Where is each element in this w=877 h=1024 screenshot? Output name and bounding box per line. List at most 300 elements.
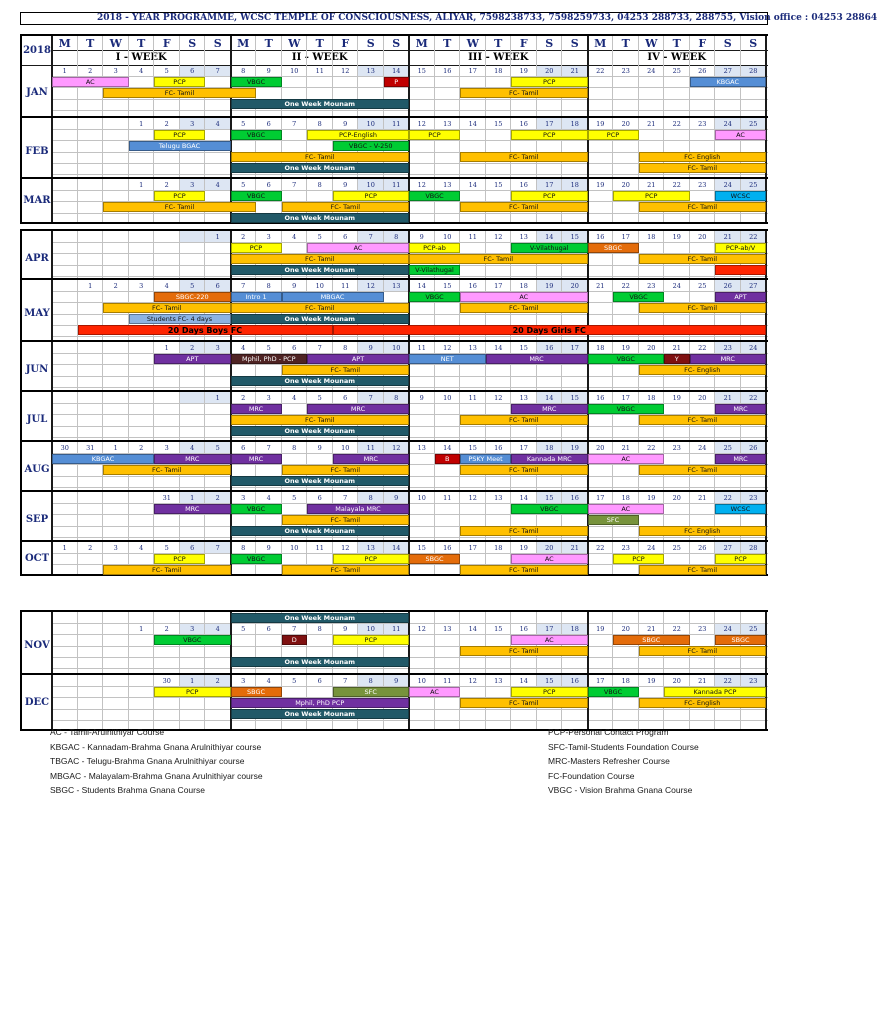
date-number: 15 xyxy=(417,66,426,75)
weekday-header: T xyxy=(315,36,324,50)
date-number: 4 xyxy=(215,119,220,128)
date-number: 13 xyxy=(443,624,452,633)
date-number: 5 xyxy=(241,624,246,633)
date-number: 19 xyxy=(596,624,605,633)
date-number: 17 xyxy=(621,232,630,241)
date-number: 6 xyxy=(292,343,297,352)
event-bar: PCP xyxy=(333,554,410,564)
month-block-nov xyxy=(20,610,768,679)
date-number: 22 xyxy=(723,493,732,502)
date-number: 18 xyxy=(570,119,579,128)
event-bar: V-Vilathugal xyxy=(511,243,588,253)
event-bar xyxy=(715,265,766,275)
date-number: 16 xyxy=(519,624,528,633)
event-bar: SBGC xyxy=(409,554,460,564)
month-label: DEC xyxy=(24,697,50,708)
date-number: 21 xyxy=(647,119,656,128)
date-number: 16 xyxy=(443,543,452,552)
event-bar: AC xyxy=(588,504,665,514)
grid-row-line xyxy=(52,387,768,388)
date-number: 7 xyxy=(343,493,348,502)
event-bar: FC- Tamil xyxy=(282,565,410,575)
date-number: 9 xyxy=(343,624,348,633)
event-bar: One Week Mounam xyxy=(231,657,410,667)
grid-col-line xyxy=(102,231,103,285)
date-number: 15 xyxy=(417,543,426,552)
date-number: 15 xyxy=(443,281,452,290)
date-number: 6 xyxy=(266,624,271,633)
grid-row-line xyxy=(52,720,768,721)
grid-col-line xyxy=(102,179,103,222)
event-bar: One Week Mounam xyxy=(231,709,410,719)
date-number: 8 xyxy=(241,543,246,552)
date-number: 15 xyxy=(570,393,579,402)
event-bar: MRC xyxy=(715,404,766,414)
event-bar: VBGC - V-250 xyxy=(333,141,410,151)
event-bar: PCP xyxy=(154,687,231,697)
date-number: 19 xyxy=(596,180,605,189)
date-number: 10 xyxy=(341,443,350,452)
date-number: 2 xyxy=(88,543,93,552)
month-label: MAR xyxy=(23,195,51,206)
date-number: 3 xyxy=(190,180,195,189)
event-bar: MRC xyxy=(690,354,767,364)
event-bar: AC xyxy=(511,554,588,564)
grid-col-line xyxy=(179,392,180,446)
date-number: 19 xyxy=(647,676,656,685)
date-number: 12 xyxy=(341,66,350,75)
grid-col-line xyxy=(434,36,435,119)
date-number: 22 xyxy=(749,232,758,241)
date-number: 24 xyxy=(647,66,656,75)
date-number: 17 xyxy=(468,66,477,75)
date-number: 5 xyxy=(241,119,246,128)
event-bar: PCP xyxy=(154,554,205,564)
weekday-header: S xyxy=(545,36,554,50)
event-bar: VBGC xyxy=(588,687,639,697)
event-bar: FC- Tamil xyxy=(460,303,588,313)
date-number: 24 xyxy=(672,281,681,290)
date-number: 19 xyxy=(596,119,605,128)
date-number: 4 xyxy=(139,66,144,75)
date-number: 25 xyxy=(749,624,758,633)
weekday-header: M xyxy=(237,36,250,50)
grid-col-line xyxy=(485,36,486,119)
event-bar: Students FC- 4 days xyxy=(129,314,231,324)
date-number: 2 xyxy=(215,493,220,502)
date-number: 16 xyxy=(596,393,605,402)
date-number: 5 xyxy=(292,676,297,685)
date-number: 8 xyxy=(368,676,373,685)
event-bar: PCP xyxy=(613,554,664,564)
date-number: 4 xyxy=(241,343,246,352)
event-bar: AC xyxy=(52,77,129,87)
event-bar: FC- Tamil xyxy=(460,526,588,536)
date-number: 14 xyxy=(494,343,503,352)
date-number: 5 xyxy=(266,343,271,352)
event-bar: FC- Tamil xyxy=(639,565,767,575)
event-bar: APT xyxy=(154,354,231,364)
date-number: 20 xyxy=(647,343,656,352)
date-number: 23 xyxy=(723,343,732,352)
event-bar: PCP xyxy=(154,77,205,87)
weekday-header: T xyxy=(494,36,503,50)
event-bar: FC- Tamil xyxy=(282,202,410,212)
date-number: 6 xyxy=(343,232,348,241)
date-number: 3 xyxy=(241,676,246,685)
date-number: 18 xyxy=(494,66,503,75)
grid-col-line xyxy=(102,392,103,446)
event-bar: 20 Days Boys FC xyxy=(78,325,333,335)
date-number: 6 xyxy=(190,66,195,75)
date-number: 24 xyxy=(749,343,758,352)
date-number: 11 xyxy=(392,624,401,633)
event-bar: Kannada PCP xyxy=(664,687,766,697)
event-bar: Mphil, PhD - PCP xyxy=(231,354,308,364)
date-number: 23 xyxy=(749,493,758,502)
event-bar: PSKY Meet xyxy=(460,454,511,464)
event-bar: MRC xyxy=(231,454,282,464)
event-bar: FC- Tamil xyxy=(282,515,410,525)
event-bar: 20 Days Girls FC xyxy=(333,325,767,335)
date-number: 8 xyxy=(394,232,399,241)
month-label: MAY xyxy=(24,308,50,319)
grid-col-line xyxy=(663,36,664,119)
grid-row-line xyxy=(52,668,768,669)
date-number: 15 xyxy=(494,624,503,633)
date-number: 7 xyxy=(215,66,220,75)
weekday-header: S xyxy=(392,36,401,50)
event-bar: Intro 1 xyxy=(231,292,282,302)
date-number: 13 xyxy=(519,232,528,241)
date-number: 28 xyxy=(749,66,758,75)
date-number: 17 xyxy=(468,543,477,552)
legend-item: VBGC - Vision Brahma Gnana Course xyxy=(548,785,693,795)
date-number: 13 xyxy=(417,443,426,452)
date-number: 21 xyxy=(596,281,605,290)
weekday-header: T xyxy=(264,36,273,50)
event-bar: FC- Tamil xyxy=(460,565,588,575)
grid-row-line xyxy=(52,537,768,538)
date-number: 6 xyxy=(266,119,271,128)
event-bar: PCP xyxy=(231,243,282,253)
grid-col-line xyxy=(77,612,78,677)
date-number: 25 xyxy=(672,543,681,552)
event-bar: FC- Tamil xyxy=(103,465,231,475)
event-bar: WCSC xyxy=(715,191,766,201)
date-number: 3 xyxy=(139,281,144,290)
event-bar: SBGC xyxy=(588,243,639,253)
date-number: 21 xyxy=(647,180,656,189)
date-number: 19 xyxy=(621,343,630,352)
date-number: 4 xyxy=(292,232,297,241)
event-bar: APT xyxy=(307,354,409,364)
grid-col-line xyxy=(77,342,78,396)
date-number: 23 xyxy=(672,443,681,452)
date-number: 18 xyxy=(494,543,503,552)
event-bar: B xyxy=(435,454,461,464)
month-label: FEB xyxy=(25,146,49,157)
date-number: 4 xyxy=(292,393,297,402)
event-bar: AC xyxy=(409,687,460,697)
grid-col-line xyxy=(77,675,78,729)
event-bar: VBGC xyxy=(154,635,231,645)
event-bar: MRC xyxy=(715,454,766,464)
weekday-header: W xyxy=(109,36,122,50)
date-number: 1 xyxy=(139,119,144,128)
grid-col-line xyxy=(434,612,435,677)
date-number: 19 xyxy=(519,543,528,552)
date-number: 16 xyxy=(468,281,477,290)
date-number: 7 xyxy=(241,281,246,290)
event-bar: FC- Tamil xyxy=(460,152,588,162)
event-bar: PCP xyxy=(588,130,639,140)
date-number: 4 xyxy=(190,443,195,452)
event-bar: FC- Tamil xyxy=(103,202,256,212)
page-title: 2018 - YEAR PROGRAMME, WCSC TEMPLE OF CONSCIOUSNESS, ALIYAR, 7598238733, 7598259733, 04253 288733, 288755, Vision office : 04253 28864 xyxy=(20,12,768,25)
month-block-feb xyxy=(20,116,768,185)
date-number: 4 xyxy=(266,493,271,502)
event-bar: FC- Tamil xyxy=(460,465,588,475)
date-number: 5 xyxy=(164,66,169,75)
date-number: 11 xyxy=(417,343,426,352)
date-number: 1 xyxy=(190,493,195,502)
date-number: 13 xyxy=(494,493,503,502)
date-number: 10 xyxy=(366,119,375,128)
date-number: 21 xyxy=(570,66,579,75)
date-number: 3 xyxy=(241,493,246,502)
event-bar: FC- Tamil xyxy=(639,646,767,656)
weekday-header: W xyxy=(288,36,301,50)
event-bar: MRC xyxy=(231,404,282,414)
date-number: 21 xyxy=(647,624,656,633)
event-bar: FC- Tamil xyxy=(282,365,410,375)
date-number: 11 xyxy=(468,393,477,402)
grid-col-line xyxy=(77,392,78,446)
date-number: 6 xyxy=(190,543,195,552)
date-number: 14 xyxy=(545,393,554,402)
date-number: 26 xyxy=(749,443,758,452)
date-number: 21 xyxy=(570,543,579,552)
grid-col-line xyxy=(77,492,78,546)
date-number: 3 xyxy=(266,393,271,402)
date-number: 15 xyxy=(468,443,477,452)
grid-col-line xyxy=(77,231,78,285)
date-number: 25 xyxy=(749,180,758,189)
legend-item: PCP-Personal Contact Program xyxy=(548,727,669,737)
date-number: 11 xyxy=(443,493,452,502)
date-number: 5 xyxy=(317,393,322,402)
date-number: 16 xyxy=(519,119,528,128)
event-bar: One Week Mounam xyxy=(231,613,410,623)
date-number: 22 xyxy=(647,443,656,452)
date-number: 9 xyxy=(343,180,348,189)
event-bar: MRC xyxy=(486,354,588,364)
date-number: 20 xyxy=(545,66,554,75)
event-bar: PCP xyxy=(154,130,205,140)
event-bar: SBGC xyxy=(613,635,690,645)
month-label: JUN xyxy=(25,364,49,375)
date-number: 5 xyxy=(164,543,169,552)
week-header: I - WEEK xyxy=(115,52,167,63)
date-number: 14 xyxy=(392,66,401,75)
event-bar: One Week Mounam xyxy=(231,314,410,324)
date-number: 2 xyxy=(215,676,220,685)
date-number: 6 xyxy=(241,443,246,452)
event-bar: PCP xyxy=(511,77,588,87)
month-block-jan xyxy=(20,34,768,121)
date-number: 19 xyxy=(647,493,656,502)
date-number: 10 xyxy=(417,493,426,502)
date-number: 14 xyxy=(417,281,426,290)
weekday-header: S xyxy=(723,36,732,50)
date-number: 3 xyxy=(113,543,118,552)
grid-row-line xyxy=(52,426,768,427)
date-number: 18 xyxy=(545,443,554,452)
legend-item: KBGAC - Kannadam-Brahma Gnana Arulnithiyar course xyxy=(50,741,262,752)
date-number: 9 xyxy=(419,393,424,402)
event-bar: Mphil, PhD PCP xyxy=(231,698,410,708)
grid-col-line xyxy=(102,342,103,396)
date-number: 10 xyxy=(290,543,299,552)
grid-col-line xyxy=(102,118,103,183)
date-number: 12 xyxy=(494,232,503,241)
date-number: 1 xyxy=(215,393,220,402)
event-bar: FC- Tamil xyxy=(231,303,410,313)
date-number: 8 xyxy=(394,393,399,402)
date-number: 12 xyxy=(392,443,401,452)
date-number: 23 xyxy=(698,119,707,128)
date-number: 10 xyxy=(366,624,375,633)
date-number: 25 xyxy=(749,119,758,128)
date-number: 17 xyxy=(570,343,579,352)
date-number: 18 xyxy=(621,493,630,502)
event-bar: FC- Tamil xyxy=(639,415,767,425)
event-bar: FC- Tamil xyxy=(409,254,588,264)
date-number: 21 xyxy=(723,232,732,241)
date-number: 8 xyxy=(241,66,246,75)
weekday-header: F xyxy=(698,36,707,50)
date-number: 24 xyxy=(723,119,732,128)
date-number: 21 xyxy=(698,493,707,502)
legend-item: SBGC - Students Brahma Gnana Course xyxy=(50,785,205,795)
date-number: 1 xyxy=(62,66,67,75)
date-number: 9 xyxy=(266,543,271,552)
event-bar: KBGAC xyxy=(690,77,767,87)
date-number: 20 xyxy=(545,543,554,552)
grid-row-line xyxy=(52,709,768,710)
date-number: 7 xyxy=(317,343,322,352)
date-number: 6 xyxy=(317,676,322,685)
event-bar: AC xyxy=(715,130,766,140)
grid-col-line xyxy=(128,231,129,285)
event-bar: VBGC xyxy=(231,77,282,87)
date-number: 13 xyxy=(366,66,375,75)
date-number: 17 xyxy=(519,443,528,452)
event-bar: MRC xyxy=(333,454,410,464)
date-number: 21 xyxy=(672,343,681,352)
grid-col-line xyxy=(128,492,129,546)
date-number: 8 xyxy=(292,443,297,452)
event-bar: MBGAC xyxy=(282,292,384,302)
legend-right xyxy=(548,725,699,798)
date-number: 10 xyxy=(443,393,452,402)
date-number: 14 xyxy=(545,232,554,241)
week-header: III - WEEK xyxy=(468,52,529,63)
event-bar: NET xyxy=(409,354,486,364)
date-number: 3 xyxy=(215,343,220,352)
month-label: JUL xyxy=(26,414,48,425)
date-number: 9 xyxy=(394,676,399,685)
event-bar: FC- Tamil xyxy=(282,465,410,475)
date-number: 19 xyxy=(519,66,528,75)
event-bar: PCP-ab/V xyxy=(715,243,766,253)
date-number: 13 xyxy=(366,543,375,552)
date-number: 11 xyxy=(315,66,324,75)
event-bar: Malayala MRC xyxy=(307,504,409,514)
event-bar: VBGC xyxy=(231,191,282,201)
date-number: 12 xyxy=(417,119,426,128)
weekday-header: F xyxy=(519,36,528,50)
event-bar: MRC xyxy=(154,454,231,464)
weekday-header: F xyxy=(341,36,350,50)
date-number: 17 xyxy=(596,493,605,502)
event-bar: One Week Mounam xyxy=(231,426,410,436)
legend-item: FC-Foundation Course xyxy=(548,770,635,781)
date-number: 2 xyxy=(164,624,169,633)
date-number: 20 xyxy=(672,493,681,502)
date-number: 17 xyxy=(545,624,554,633)
date-number: 18 xyxy=(570,180,579,189)
grid-col-line xyxy=(612,36,613,119)
date-number: 15 xyxy=(545,676,554,685)
date-number: 20 xyxy=(570,281,579,290)
date-number: 12 xyxy=(366,281,375,290)
date-number: 31 xyxy=(86,443,95,452)
date-number: 20 xyxy=(672,676,681,685)
event-bar: FC- Tamil xyxy=(460,646,588,656)
event-bar: VBGC xyxy=(231,130,282,140)
date-number: 14 xyxy=(468,180,477,189)
event-bar: FC- Tamil xyxy=(103,565,231,575)
event-bar: FC- Tamil xyxy=(231,152,410,162)
date-number: 22 xyxy=(596,66,605,75)
date-number: 2 xyxy=(88,66,93,75)
date-number: 27 xyxy=(723,543,732,552)
grid-row-line xyxy=(52,476,768,477)
date-number: 20 xyxy=(698,232,707,241)
date-number: 18 xyxy=(570,624,579,633)
date-number: 1 xyxy=(164,343,169,352)
month-label: OCT xyxy=(24,553,50,564)
weekday-header: S xyxy=(749,36,758,50)
grid-col-line xyxy=(459,36,460,119)
date-number: 15 xyxy=(570,232,579,241)
grid-col-line xyxy=(102,492,103,546)
weekday-header: S xyxy=(213,36,222,50)
date-number: 30 xyxy=(60,443,69,452)
event-bar: One Week Mounam xyxy=(231,476,410,486)
grid-row-line xyxy=(52,437,768,438)
date-number: 14 xyxy=(468,119,477,128)
date-number: 1 xyxy=(113,443,118,452)
legend-item: MBGAC - Malayalam-Brahma Gnana Arulnithiyar course xyxy=(50,770,263,781)
grid-col-line xyxy=(102,675,103,729)
date-number: 8 xyxy=(317,119,322,128)
date-number: 7 xyxy=(368,232,373,241)
event-bar: SFC xyxy=(333,687,410,697)
event-bar: MRC xyxy=(154,504,231,514)
